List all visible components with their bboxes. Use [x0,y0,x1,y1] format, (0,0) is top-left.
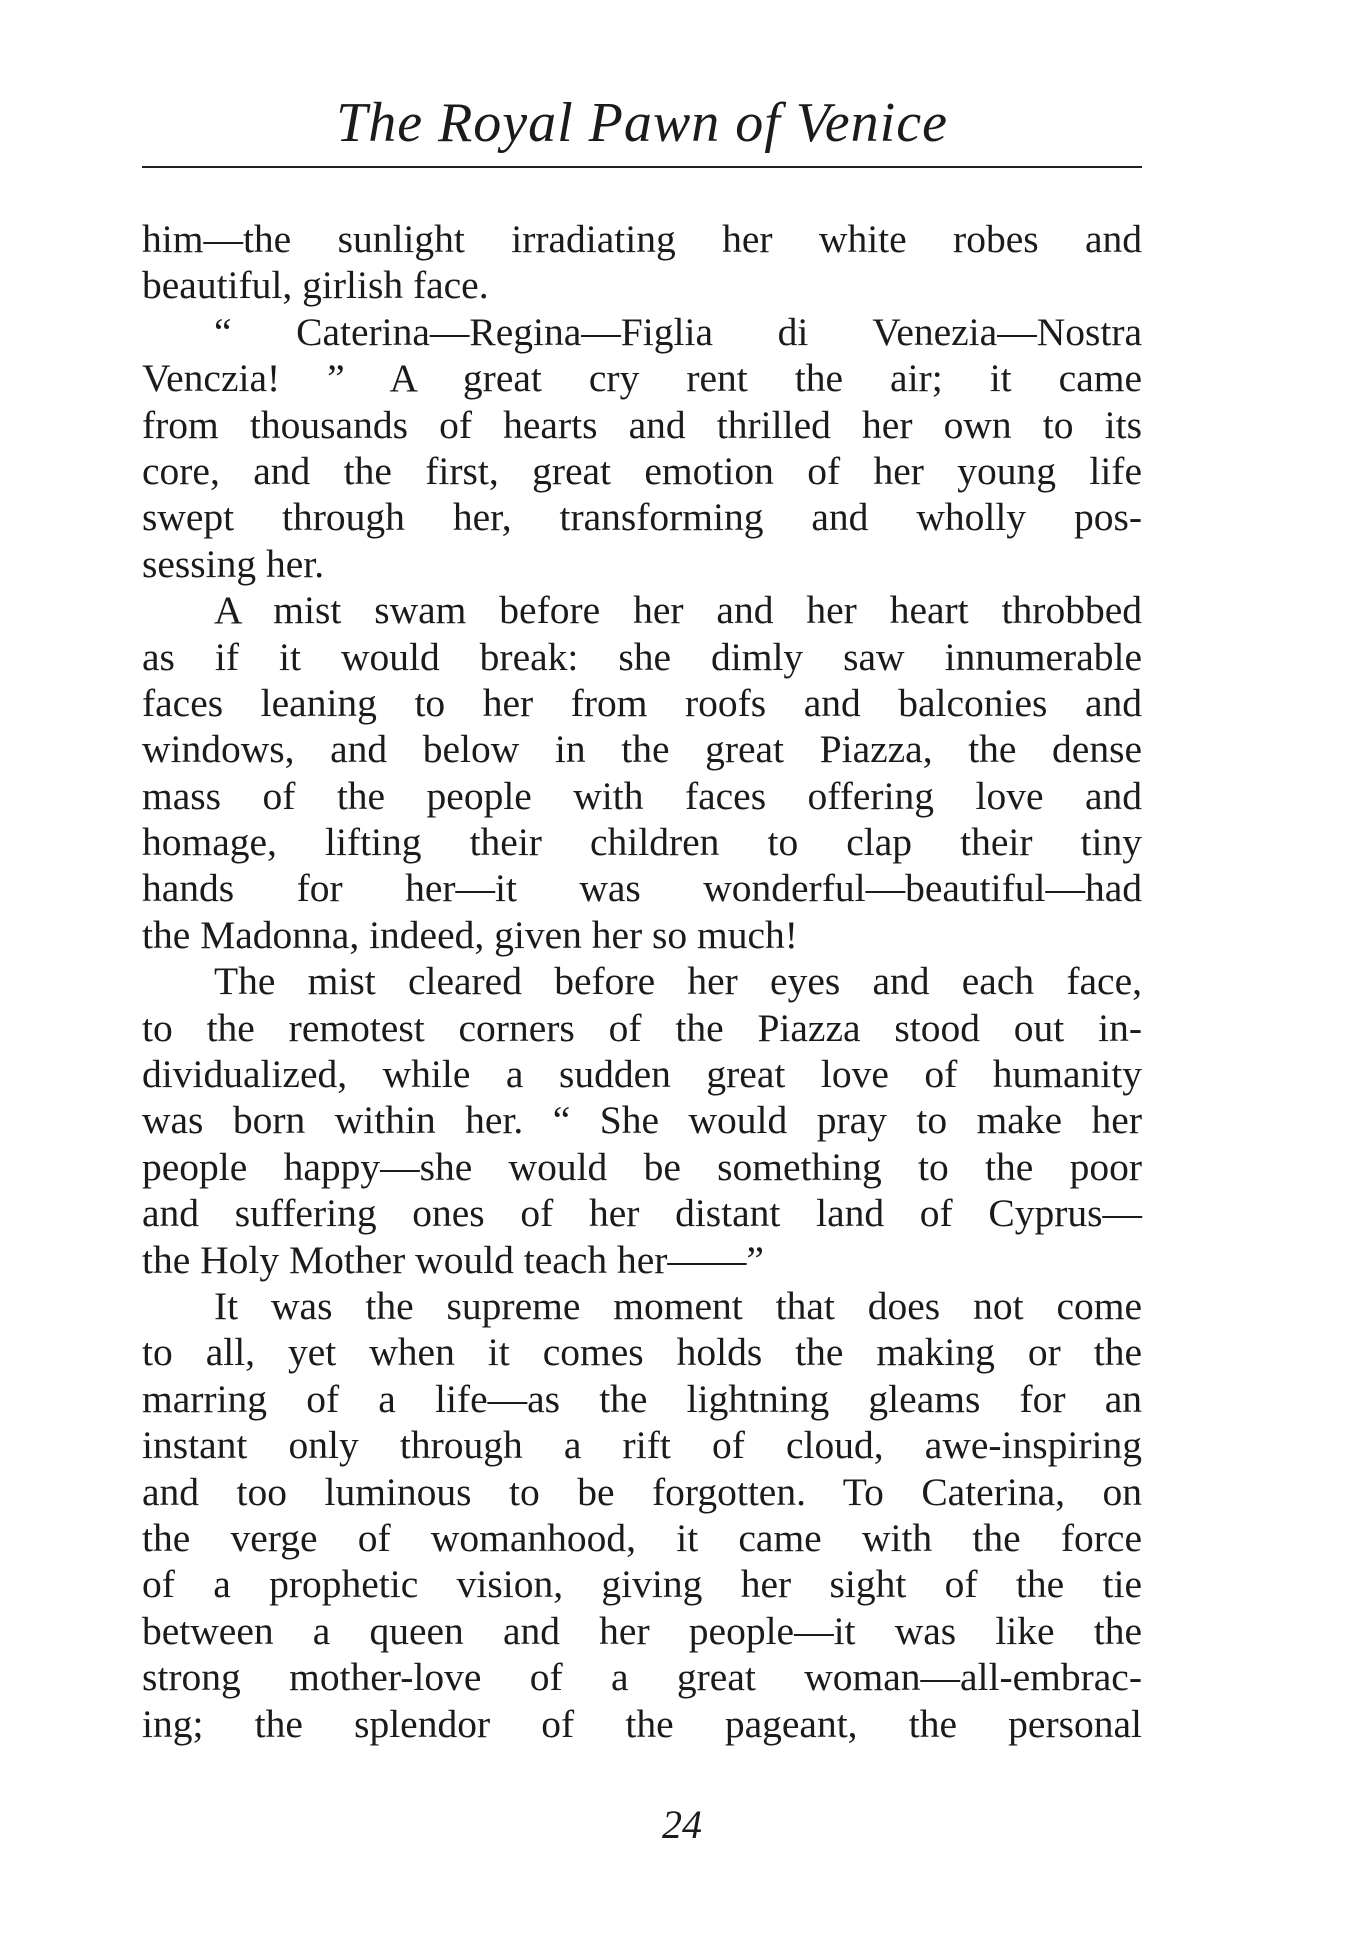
text-line: the Holy Mother would teach her——” [142,1237,764,1282]
text-line: beautiful, girlish face. [142,263,489,308]
text-line: It was the supreme moment that does not come [214,1283,1142,1328]
text-line: ing; the splendor of the pageant, the personal [142,1701,1142,1746]
text-line: of a prophetic vision, giving her sight of the tie [142,1562,1142,1607]
text-line: instant only through a rift of cloud, awe-inspiring [142,1423,1142,1468]
page-number: 24 [662,1802,702,1847]
text-line: from thousands of hearts and thrilled her own to its [142,402,1142,447]
text-line: and too luminous to be forgotten. To Caterina, on [142,1469,1142,1514]
text-line: to the remotest corners of the Piazza stood out in- [142,1005,1142,1050]
text-line: people happy—she would be something to the poor [142,1144,1142,1189]
text-line: sessing her. [142,541,325,586]
text-line: the Madonna, indeed, given her so much! [142,912,798,957]
text-line: homage, lifting their children to clap their tiny [142,820,1142,865]
text-line: to all, yet when it comes holds the making or the [142,1330,1142,1375]
text-line: as if it would break: she dimly saw innumerable [142,634,1142,679]
text-line: A mist swam before her and her heart throbbed [214,588,1142,633]
text-line: “ Caterina—Regina—Figlia di Venezia—Nostra [214,309,1142,354]
running-head: The Royal Pawn of Venice [336,92,948,154]
text-line: and suffering ones of her distant land of Cyprus— [142,1191,1142,1236]
text-line: swept through her, transforming and wholly pos- [142,495,1142,540]
text-line: him—the sunlight irradiating her white robes and [142,217,1142,261]
text-line: marring of a life—as the lightning gleams for an [142,1376,1142,1421]
text-line: windows, and below in the great Piazza, the dense [142,727,1142,772]
text-line: was born within her. “ She would pray to make her [142,1098,1142,1143]
text-line: strong mother-love of a great woman—all-embrac- [142,1655,1142,1700]
header-rule [142,166,1142,168]
text-line: Venczia! ” A great cry rent the air; it came [142,356,1142,401]
text-line: core, and the first, great emotion of her young life [142,448,1142,493]
text-line: mass of the people with faces offering love and [142,773,1142,818]
body-text [142,216,1142,1747]
text-line: The mist cleared before her eyes and each face, [214,959,1142,1004]
text-line: dividualized, while a sudden great love of humanity [142,1052,1142,1097]
text-line: between a queen and her people—it was like the [142,1608,1142,1653]
text-line: faces leaning to her from roofs and balconies and [142,680,1142,725]
text-line: hands for her—it was wonderful—beautiful—had [142,866,1142,911]
text-line: the verge of womanhood, it came with the force [142,1515,1142,1560]
